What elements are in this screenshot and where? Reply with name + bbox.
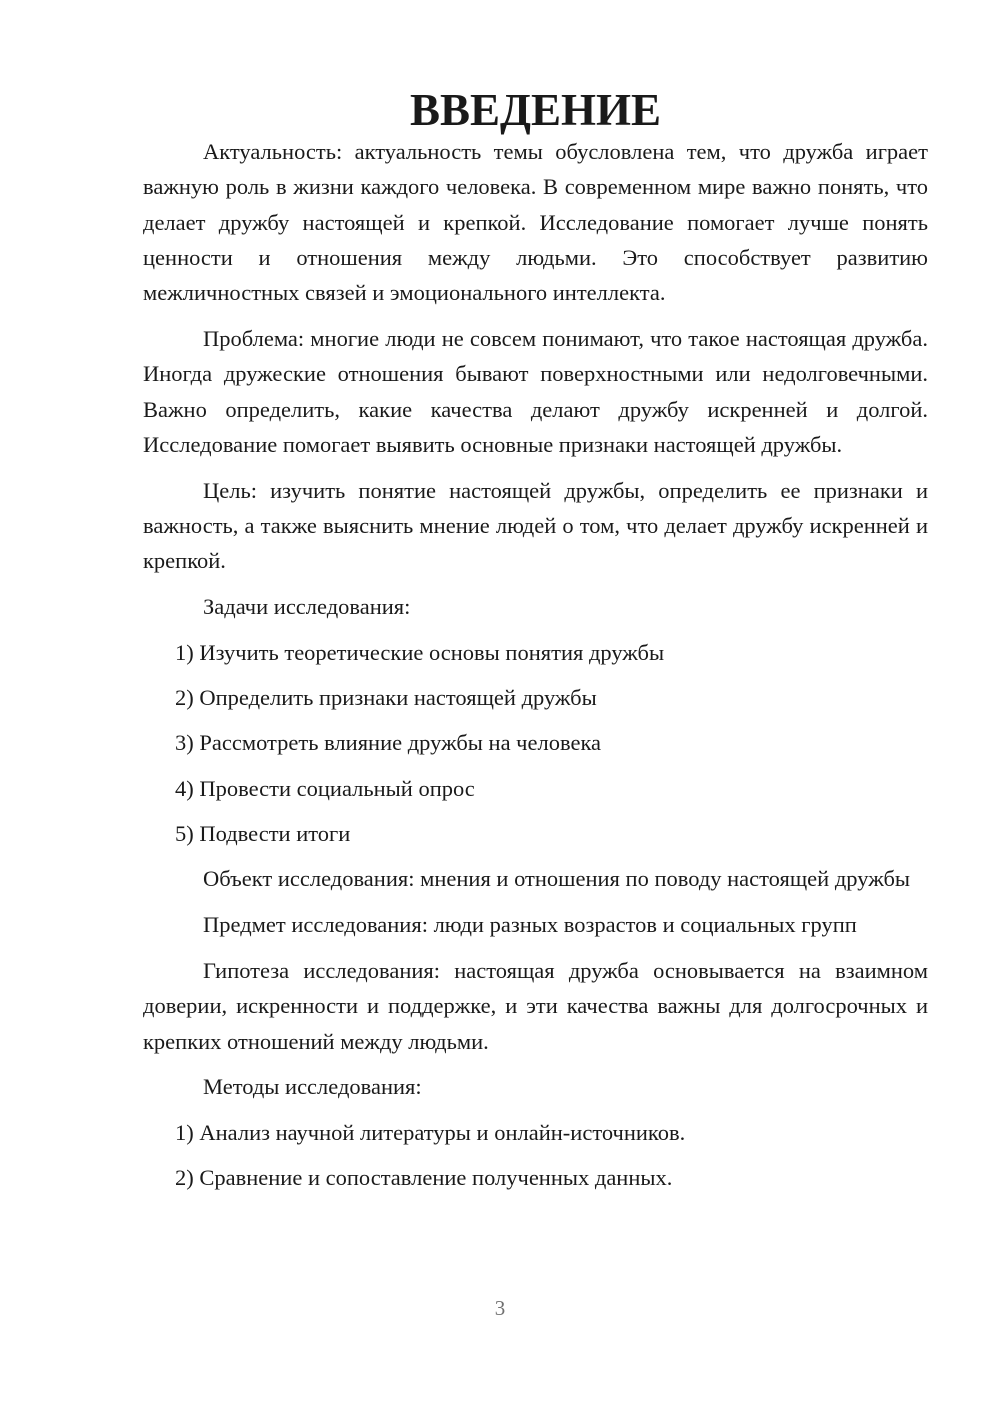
object-paragraph: Объект исследования: мнения и отношения по поводу настоящей дружбы [203,866,911,892]
relevance-paragraph: Актуальность: актуальность темы обусловлена тем, что дружба играет важную роль в жизни каждого человека. В современном мире важно понять, что делает дружбу настоящей и крепкой. Исследование помогает лучше понять ценности и отношения между людьми. Это способствует развитию межличностных связей и эмоционального интеллекта. [143,139,928,306]
subject-paragraph: Предмет исследования: люди разных возрастов и социальных групп [203,912,857,938]
task-item: 1) Изучить теоретические основы понятия дружбы [175,639,665,665]
task-item: 4) Провести социальный опрос [175,775,475,801]
goal-paragraph: Цель: изучить понятие настоящей дружбы, определить ее признаки и важность, а также выяснить мнение людей о том, что делает дружбу искренней и крепкой. [143,477,928,574]
problem-paragraph: Проблема: многие люди не совсем понимают, что такое настоящая дружба. Иногда дружеские отношения бывают поверхностными или недолговечными. Важно определить, какие качества делают дружбу искренней и долгой. Исследование помогает выявить основные признаки настоящей дружбы. [143,325,928,457]
task-item: 2) Определить признаки настоящей дружбы [175,685,597,711]
methods-list [143,1115,928,1196]
task-item: 3) Рассмотреть влияние дружбы на человека [175,730,602,756]
task-item: 5) Подвести итоги [175,821,351,847]
tasks-heading: Задачи исследования: [203,594,411,620]
hypothesis-paragraph: Гипотеза исследования: настоящая дружба основывается на взаимном доверии, искренности и поддержке, и эти качества важны для долгосрочных и крепких отношений между людьми. [143,957,928,1054]
page-content [143,85,928,1206]
method-item: 2) Сравнение и сопоставление полученных данных. [175,1165,673,1191]
page-number: 3 [494,1296,506,1320]
methods-heading: Методы исследования: [203,1074,422,1100]
tasks-list [143,635,928,851]
method-item: 1) Анализ научной литературы и онлайн-источников. [175,1120,686,1146]
section-title: ВВЕДЕНИЕ [409,85,662,135]
